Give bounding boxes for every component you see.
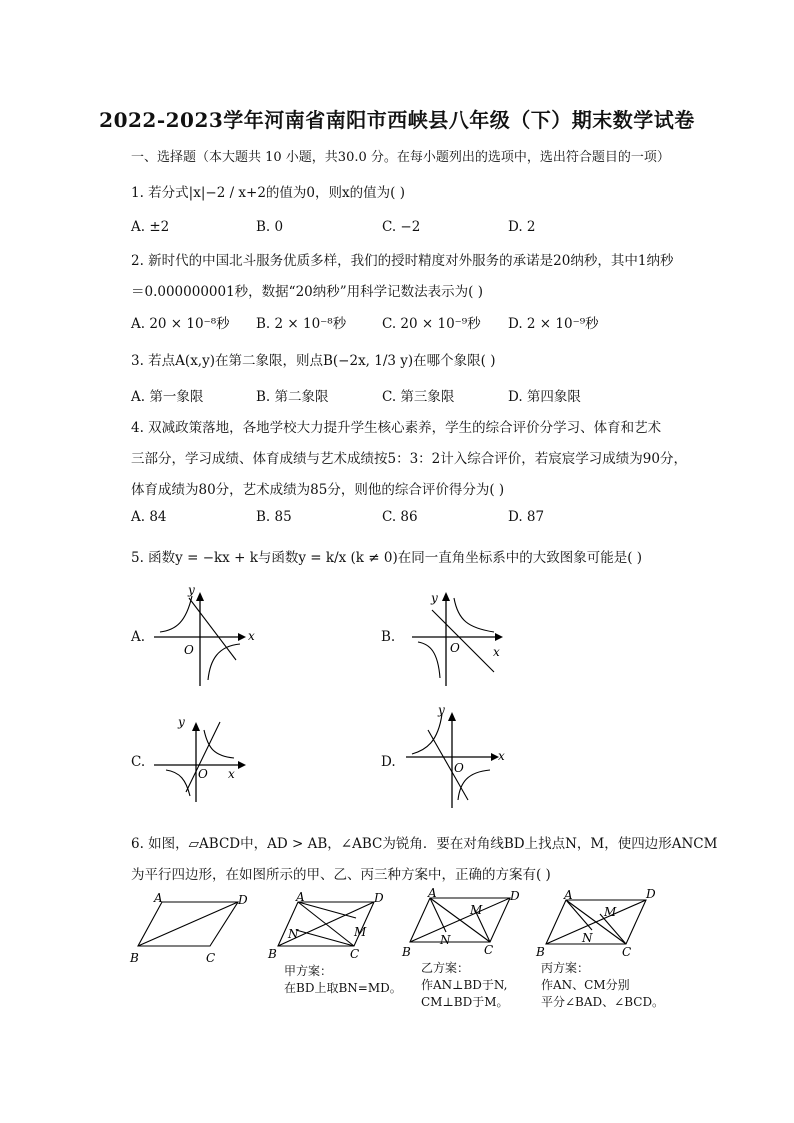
question-4-line-1: 4. 双减政策落地，各地学校大力提升学生核心素养，学生的综合评价分学习、体育和艺术 [131,420,662,436]
svg-text:M: M [470,903,483,917]
svg-text:N: N [288,927,299,941]
svg-text:C: C [622,945,632,959]
q5-graph-b [398,580,513,690]
q6-figure-plan-bing [534,886,662,964]
svg-text:M: M [604,905,617,919]
q3-option-b[interactable]: B. 第二象限 [256,389,329,405]
question-2-line-2: ＝0.000000001秒，数据“20纳秒”用科学记数法表示为( ) [131,284,483,300]
svg-text:O: O [454,761,464,775]
q3-option-a[interactable]: A. 第一象限 [131,389,204,405]
svg-text:B: B [130,951,139,965]
question-6-line-1: 6. 如图，▱ABCD中，AD > AB，∠ABC为锐角．要在对角线BD上找点N，M，使四边形ANCM [131,836,718,852]
svg-text:A: A [296,890,305,904]
plan-yi-text: 乙方案： 作AN⊥BD于N, CM⊥BD于M。 [421,961,509,1009]
svg-text:A: A [154,891,163,905]
plan-jia-text: 甲方案： 在BD上取BN=MD。 [284,964,402,995]
q5-graph-c [148,710,263,810]
svg-text:C: C [206,951,216,965]
svg-text:B: B [268,947,277,961]
svg-text:A: A [564,888,573,902]
q6-figure-plan-jia [266,888,390,966]
q5-option-b-label[interactable]: B. [381,629,396,645]
q4-option-d[interactable]: D. 87 [508,509,545,525]
question-4-line-3: 体育成绩为80分，艺术成绩为85分，则他的综合评价得分为( ) [131,482,505,498]
plan-bing-text: 丙方案： 作AN、CM分别 平分∠BAD、∠BCD。 [541,961,665,1009]
q2-option-a[interactable]: A. 20 × 10⁻⁸秒 [131,316,230,332]
svg-text:x: x [498,749,505,763]
svg-text:y: y [438,703,445,717]
question-2-line-1: 2. 新时代的中国北斗服务优质多样，我们的授时精度对外服务的承诺是20纳秒，其中1纳秒 [131,253,674,269]
q4-option-b[interactable]: B. 85 [256,509,292,525]
axis-y-label: y [188,583,195,597]
question-3: 3. 若点A(x,y)在第二象限，则点B(−2x, 1/3 y)在哪个象限( ) [131,353,496,369]
question-1: 1. 若分式|x|−2 / x+2的值为0，则x的值为( ) [131,185,405,201]
svg-text:C: C [484,943,494,957]
svg-text:A: A [428,886,437,900]
svg-text:C: C [350,947,360,961]
svg-text:B: B [402,945,411,959]
q1-option-a[interactable]: A. ±2 [131,219,170,235]
q2-option-c[interactable]: C. 20 × 10⁻⁹秒 [382,316,481,332]
q5-option-d-label[interactable]: D. [381,754,396,770]
svg-text:B: B [536,945,545,959]
svg-text:y: y [178,715,185,729]
page-title: 2022-2023学年河南省南阳市西峡县八年级（下）期末数学试卷 [99,108,695,132]
q2-option-b[interactable]: B. 2 × 10⁻⁸秒 [256,316,347,332]
q3-option-c[interactable]: C. 第三象限 [382,389,455,405]
question-6-line-2: 为平行四边形，在如图所示的甲、乙、丙三种方案中，正确的方案有( ) [131,867,551,883]
svg-text:N: N [440,933,451,947]
q6-figure-plan-yi [400,886,524,964]
q1-option-d[interactable]: D. 2 [508,219,536,235]
section-heading: 一、选择题（本大题共 10 小题，共30.0 分。在每小题列出的选项中，选出符合题目的一项） [131,150,670,165]
q1-option-b[interactable]: B. 0 [256,219,284,235]
q6-figure-parallelogram [128,890,258,968]
q2-option-d[interactable]: D. 2 × 10⁻⁹秒 [508,316,599,332]
svg-text:D: D [510,889,520,903]
svg-text:y: y [431,591,438,605]
q1-option-c[interactable]: C. −2 [382,219,421,235]
q5-graph-a [148,580,263,690]
q4-option-a[interactable]: A. 84 [131,509,167,525]
q5-graph-d [398,700,518,812]
svg-text:O: O [450,641,460,655]
q5-option-a-label[interactable]: A. [131,629,146,645]
q4-option-c[interactable]: C. 86 [382,509,418,525]
svg-text:M: M [354,925,367,939]
q5-option-c-label[interactable]: C. [131,754,146,770]
origin-label: O [184,643,194,657]
axis-x-label: x [248,629,255,643]
svg-text:x: x [228,767,235,781]
svg-text:D: D [238,893,248,907]
svg-text:O: O [198,767,208,781]
svg-text:N: N [582,931,593,945]
svg-text:D: D [374,891,384,905]
svg-text:x: x [493,645,500,659]
q3-option-d[interactable]: D. 第四象限 [508,389,581,405]
question-4-line-2: 三部分，学习成绩、体育成绩与艺术成绩按5：3：2计入综合评价，若宸宸学习成绩为90分， [131,451,687,467]
question-5: 5. 函数y = −kx + k与函数y = k/x (k ≠ 0)在同一直角坐标系中的大致图象可能是( ) [131,550,643,566]
svg-text:D: D [646,887,656,901]
